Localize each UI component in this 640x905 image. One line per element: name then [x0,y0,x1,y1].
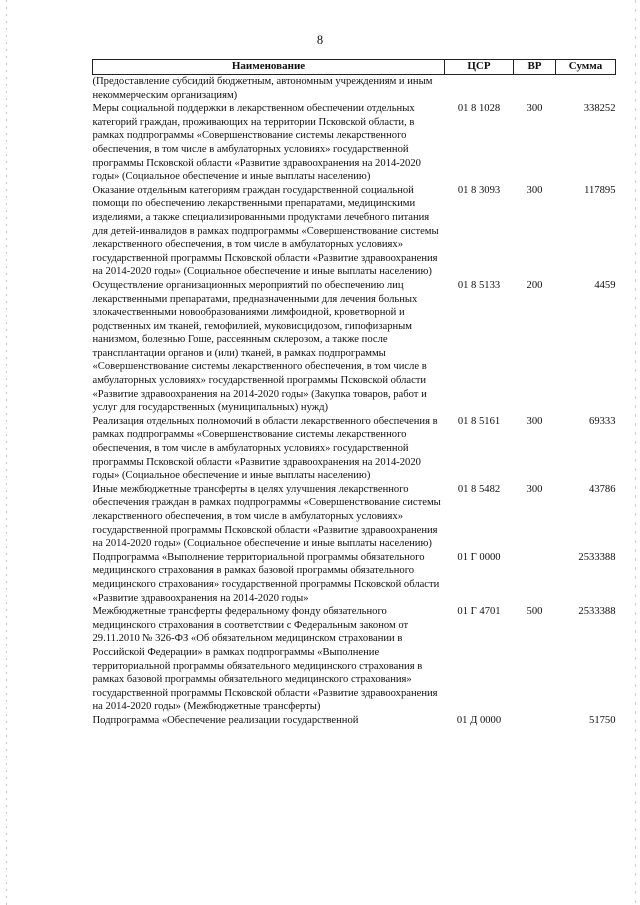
row-vr: 300 [526,103,543,115]
row-csr [445,75,514,103]
row-vr: 200 [526,279,543,291]
row-csr: 01 Г 4701 [457,606,501,618]
table-row [93,605,616,714]
header-vr: ВР [514,60,556,75]
header-csr: ЦСР [445,60,514,75]
table-row [93,102,616,184]
table-row [93,714,616,728]
table-header-row [93,60,616,75]
row-name: Осуществление организационных мероприятий по обеспечению лиц лекарственными препаратами, предназначенными для лечения больных злокачественными новообразованиями лимфоидной, кроветворной и родственных им тканей, гемофилией, муковисцидозом, гипофизарным нанизмом, болезнью Гоше, рассеянным склерозом, а также после трансплантации органов и (или) тканей, в рамках подпрограммы «Совершенствование системы лекарственного обеспечения, в том числе в амбулаторных условиях» государственной программы Псковской области «Развитие здравоохранения на 2014-2020 годы» (Закупка товаров, работ и услуг для государственных (муниципальных) нужд) [92,279,427,414]
page-number: 8 [316,33,324,47]
table-row [93,483,616,551]
row-sum: 51750 [589,714,616,726]
row-vr: 300 [526,483,543,495]
row-vr: 300 [526,415,543,427]
row-sum: 4459 [594,279,616,291]
row-sum: 2533388 [578,606,616,618]
row-name: Подпрограмма «Выполнение территориальной программы обязательного медицинского страхования в рамках базовой программы обязательного медицинского страхования» государственной программы Псковской области «Развитие здравоохранения на 2014-2020 годы» [92,551,440,604]
header-sum: Сумма [556,60,616,75]
row-csr: 01 8 5133 [457,279,501,291]
table-row [93,551,616,605]
table-row [93,415,616,483]
row-name: Иные межбюджетные трансферты в целях улучшения лекарственного обеспечения граждан в рамках подпрограммы «Совершенствование системы лекарственного обеспечения, в том числе в амбулаторных условиях» государственной программы Псковской области «Развитие здравоохранения на 2014-2020 годы» (Социальное обеспечение и иные выплаты населению) [92,483,441,550]
row-name: Меры социальной поддержки в лекарственном обеспечении отдельных категорий граждан, проживающих на территории Псковской области, в рамках подпрограммы «Совершенствование системы лекарственного обеспечения, в том числе в амбулаторных условиях» государственной программы Псковской области «Развитие здравоохранения на 2014-2020 годы» (Социальное обеспечение и иные выплаты населению) [92,103,421,183]
row-sum: 338252 [583,103,616,115]
row-sum: 117895 [584,184,616,196]
row-csr: 01 8 5161 [457,415,501,427]
row-sum: 69333 [589,415,616,427]
row-vr: 500 [526,606,543,618]
table-row [93,279,616,415]
row-csr: 01 Г 0000 [457,551,501,563]
row-vr [514,75,556,103]
row-name: Подпрограмма «Обеспечение реализации государственной [92,714,359,726]
row-vr [514,714,556,728]
row-name: (Предоставление субсидий бюджетным, автономным учреждениям и иным некоммерческим организациям) [92,76,433,101]
row-csr: 01 8 5482 [457,483,501,495]
header-name: Наименование [93,60,445,75]
row-vr [514,551,556,605]
row-sum [556,75,616,103]
row-name: Реализация отдельных полномочий в области лекарственного обеспечения в рамках подпрограммы «Совершенствование системы лекарственного обеспечения, в том числе в амбулаторных условиях» государственной программы Псковской области «Развитие здравоохранения на 2014-2020 годы» (Социальное обеспечение и иные выплаты населению) [92,415,438,482]
row-csr: 01 8 1028 [457,103,501,115]
row-csr: 01 8 3093 [457,184,501,196]
row-vr: 300 [526,184,543,196]
row-csr: 01 Д 0000 [456,714,502,726]
scan-edge-left [6,0,7,905]
row-name: Межбюджетные трансферты федеральному фонду обязательного медицинского страхования в соответствии с Федеральным законом от 29.11.2010 № 326-ФЗ «Об обязательном медицинском страховании в Российской Федерации» в рамках подпрограммы «Выполнение территориальной программы обязательного медицинского страхования в рамках базовой программы обязательного медицинского страхования» государственной программы Псковской области «Развитие здравоохранения на 2014-2020 годы» (Межбюджетные трансферты) [92,606,438,713]
row-sum: 2533388 [578,551,616,563]
table-row [93,75,616,103]
budget-table [92,59,616,728]
scan-edge-right [635,0,636,905]
row-sum: 43786 [589,483,616,495]
table-row [93,184,616,279]
row-name: Оказание отдельным категориям граждан государственной социальной помощи по обеспечению лекарственными препаратами, медицинскими изделиями, а также специализированными продуктами лечебного питания для детей-инвалидов в рамках подпрограммы «Совершенствование системы лекарственного обеспечения, в том числе в амбулаторных условиях» государственной программы Псковской области «Развитие здравоохранения на 2014-2020 годы» (Социальное обеспечение и иные выплаты населению) [92,184,439,278]
